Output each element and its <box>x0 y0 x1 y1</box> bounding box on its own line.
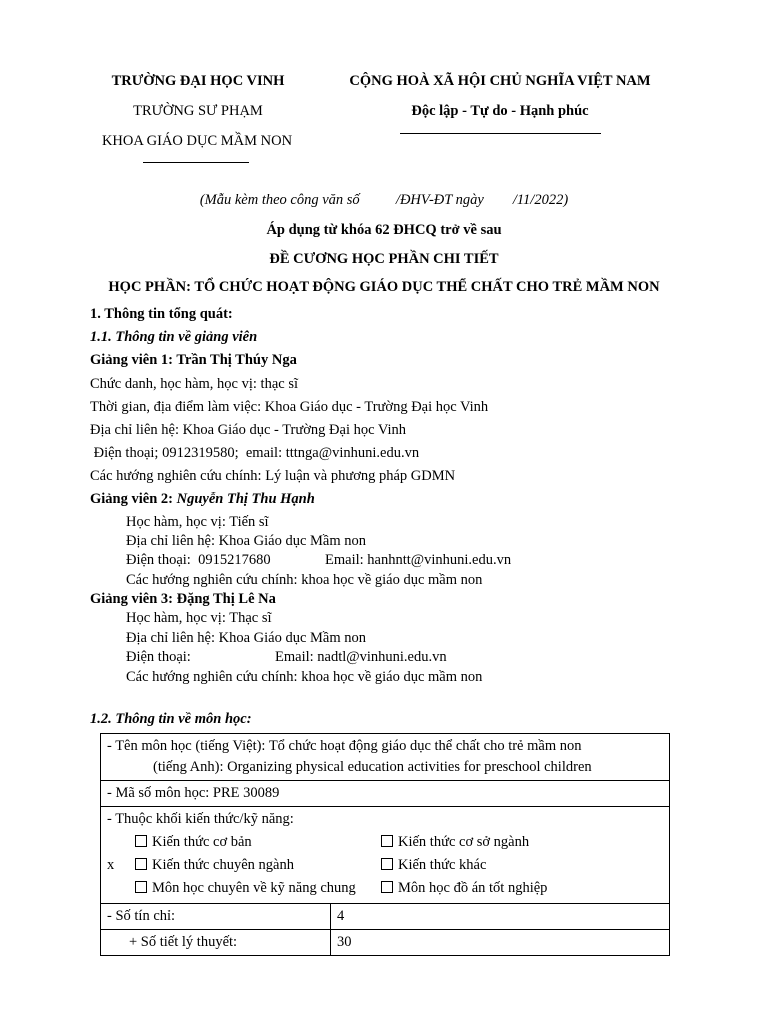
option-graduation-project[interactable]: Môn học đồ án tốt nghiệp <box>381 878 547 899</box>
section-1-2-heading: 1.2. Thông tin về môn học: <box>90 711 252 727</box>
school-name: TRƯỜNG SƯ PHẠM <box>133 103 263 119</box>
knowledge-row-1 <box>107 832 663 855</box>
checkbox-icon <box>135 835 147 847</box>
knowledge-row-3 <box>107 878 663 901</box>
course-code-cell: - Mã số môn học: PRE 30089 <box>101 781 670 807</box>
motto: Độc lập - Tự do - Hạnh phúc <box>411 103 589 119</box>
lecturer-1-name: Trần Thị Thúy Nga <box>176 352 297 368</box>
lecturer-2-research: Các hướng nghiên cứu chính: khoa học về giáo dục mầm non <box>126 572 483 588</box>
course-title: HỌC PHẦN: TỔ CHỨC HOẠT ĐỘNG GIÁO DỤC THỂ CHẤT CHO TRẺ MẦM NON <box>108 279 660 295</box>
section-1-1-heading: 1.1. Thông tin về giảng viên <box>90 329 258 345</box>
lecturer-3-research: Các hướng nghiên cứu chính: khoa học về giáo dục mầm non <box>126 669 483 685</box>
credits-label-cell: - Số tín chỉ: <box>101 904 331 930</box>
lecturer-1-title: Chức danh, học hàm, học vị: thạc sĩ <box>90 376 298 392</box>
option-general-skills[interactable]: Môn học chuyên về kỹ năng chung <box>135 878 356 899</box>
header-left-rule <box>143 162 249 163</box>
lecturer-1-research: Các hướng nghiên cứu chính: Lý luận và phương pháp GDMN <box>90 468 456 484</box>
table-row <box>101 904 670 930</box>
table-row <box>101 807 670 904</box>
option-foundation[interactable]: Kiến thức cơ sở ngành <box>381 832 529 853</box>
lecturer-3-name: Đặng Thị Lê Na <box>176 591 276 607</box>
lecturer-1-address: Địa chỉ liên hệ: Khoa Giáo dục - Trường Đại học Vinh <box>90 422 407 438</box>
faculty-name: KHOA GIÁO DỤC MẦM NON <box>101 133 293 149</box>
checkbox-icon <box>135 881 147 893</box>
lecturer-2-name: Nguyễn Thị Thu Hạnh <box>176 491 315 507</box>
theory-value-cell: 30 <box>331 930 670 956</box>
course-name-vi: - Tên môn học (tiếng Việt): Tổ chức hoạt động giáo dục thể chất cho trẻ mầm non <box>107 738 582 754</box>
lecturer-3-label: Giảng viên 3: <box>90 591 177 607</box>
table-row <box>101 781 670 807</box>
lecturer-1-heading <box>90 352 297 369</box>
table-row <box>101 734 670 781</box>
section-1-heading: 1. Thông tin tổng quát: <box>90 306 233 322</box>
template-note: (Mẫu kèm theo công văn số /ĐHV-ĐT ngày /11/2022) <box>199 192 569 208</box>
knowledge-row-2 <box>107 855 663 878</box>
document-title: ĐỀ CƯƠNG HỌC PHẦN CHI TIẾT <box>269 251 499 267</box>
checkbox-icon <box>381 835 393 847</box>
knowledge-block-label: - Thuộc khối kiến thức/kỹ năng: <box>107 811 294 827</box>
lecturer-1-work: Thời gian, địa điểm làm việc: Khoa Giáo dục - Trường Đại học Vinh <box>90 399 489 415</box>
lecturer-2-email: Email: hanhntt@vinhuni.edu.vn <box>325 552 512 568</box>
course-info-table <box>100 733 670 956</box>
theory-label-cell: + Số tiết lý thuyết: <box>101 930 331 956</box>
lecturer-2-label: Giảng viên 2: <box>90 491 177 507</box>
lecturer-2-address: Địa chỉ liên hệ: Khoa Giáo dục Mầm non <box>126 533 366 549</box>
credits-value-cell: 4 <box>331 904 670 930</box>
option-specialized[interactable]: Kiến thức chuyên ngành <box>135 855 294 876</box>
university-name: TRƯỜNG ĐẠI HỌC VINH <box>111 73 285 89</box>
option-other[interactable]: Kiến thức khác <box>381 855 486 876</box>
checkbox-icon <box>135 858 147 870</box>
lecturer-3-phone: Điện thoại: <box>126 649 191 665</box>
nation-title: CỘNG HOÀ XÃ HỘI CHỦ NGHĨA VIỆT NAM <box>349 73 651 89</box>
knowledge-block-cell <box>101 807 670 904</box>
lecturer-1-contact: Điện thoại; 0912319580; email: tttnga@vinhuni.edu.vn <box>90 445 420 461</box>
header-right-rule <box>400 133 601 134</box>
selected-mark: x <box>107 857 115 873</box>
table-row <box>101 930 670 956</box>
option-basic[interactable]: Kiến thức cơ bản <box>135 832 252 853</box>
lecturer-3-heading <box>90 591 276 608</box>
lecturer-2-phone: Điện thoại: 0915217680 <box>126 552 271 568</box>
course-name-en: (tiếng Anh): Organizing physical education activities for preschool children <box>153 759 592 775</box>
checkbox-icon <box>381 881 393 893</box>
lecturer-3-degree: Học hàm, học vị: Thạc sĩ <box>126 610 272 626</box>
apply-note: Áp dụng từ khóa 62 ĐHCQ trở về sau <box>266 222 502 238</box>
lecturer-3-email: Email: nadtl@vinhuni.edu.vn <box>275 649 447 665</box>
lecturer-2-degree: Học hàm, học vị: Tiến sĩ <box>126 514 269 530</box>
lecturer-1-label: Giảng viên 1: <box>90 352 177 368</box>
course-name-cell <box>101 734 670 781</box>
lecturer-3-address: Địa chỉ liên hệ: Khoa Giáo dục Mầm non <box>126 630 366 646</box>
checkbox-icon <box>381 858 393 870</box>
lecturer-2-heading <box>90 491 315 508</box>
